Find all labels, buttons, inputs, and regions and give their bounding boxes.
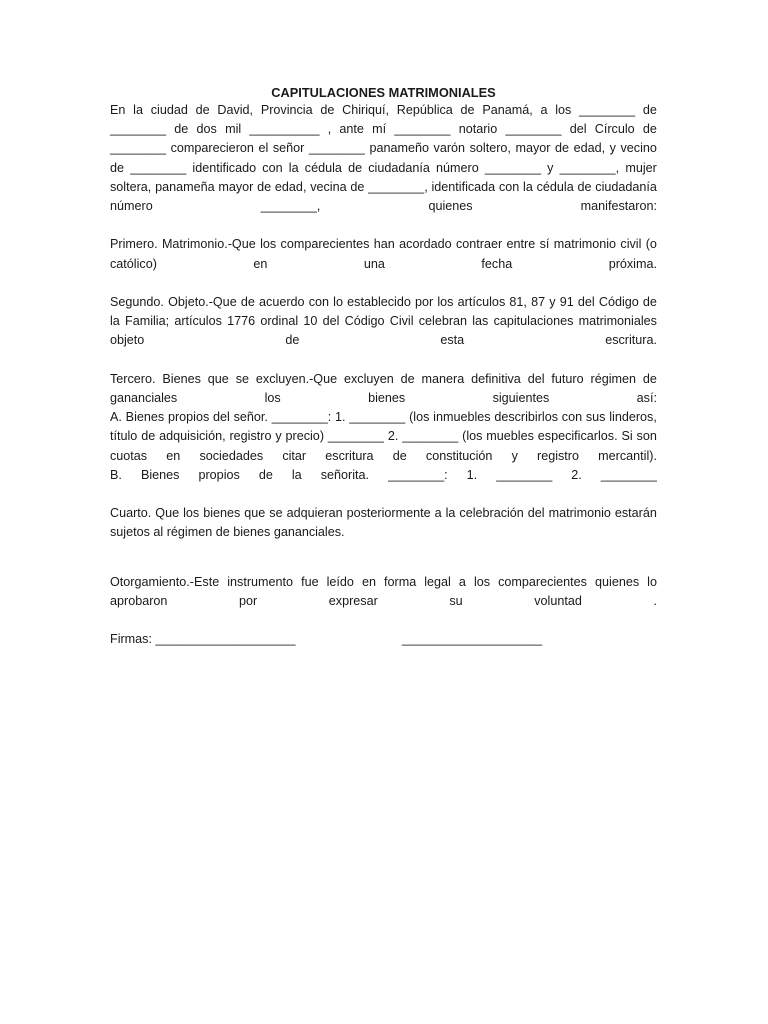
word: la (288, 160, 299, 175)
word: comparecientes (498, 574, 587, 589)
word: En (110, 103, 126, 117)
word: la (445, 506, 456, 521)
word: de (392, 448, 407, 463)
word: de (642, 295, 657, 309)
word: A. (110, 410, 122, 425)
word: ordinal (260, 314, 299, 329)
word: Código (344, 314, 385, 329)
word: ________ (600, 467, 657, 482)
word: (o (645, 237, 657, 252)
word: manera (421, 371, 465, 386)
word: Tercero. (110, 371, 156, 386)
word: 91 (559, 295, 574, 309)
intro-paragraph (110, 101, 657, 216)
word: objeto (110, 333, 145, 348)
word: de (174, 122, 189, 137)
word: de (285, 333, 300, 348)
word: Que (155, 506, 180, 521)
word: inmuebles (433, 410, 491, 425)
text-line (110, 101, 657, 120)
word: aprobaron (110, 593, 168, 608)
word: voluntad (534, 593, 582, 608)
word: artículos (174, 314, 222, 329)
word: de (348, 160, 363, 175)
word: se (235, 371, 250, 386)
word: mercantil). (598, 448, 657, 463)
word: a (458, 574, 466, 589)
word: 81, (509, 295, 527, 309)
signatures-block (110, 630, 657, 650)
word: de (642, 371, 657, 386)
word: celebración (459, 506, 524, 521)
word: así: (636, 391, 657, 405)
word: 1. (466, 467, 478, 482)
word: que (244, 506, 266, 521)
word: acordado (399, 237, 452, 252)
signature-line-2: ____________________ (402, 632, 543, 647)
word: bienes (203, 506, 241, 521)
word: 2. (571, 467, 582, 482)
word: panameña (155, 179, 215, 194)
word: con (498, 179, 520, 194)
word: propios (167, 410, 210, 425)
signature-left (110, 630, 296, 649)
word: panameño (369, 141, 429, 156)
text-line (110, 120, 657, 139)
word: matrimoniales (578, 314, 657, 329)
clause-otorgamiento (110, 573, 657, 611)
word: de (555, 141, 570, 156)
word: 2. (387, 429, 399, 444)
paragraph-spacer (110, 543, 657, 573)
word: del (322, 314, 340, 329)
word: celebran (418, 314, 468, 329)
text-line (110, 331, 657, 350)
word: a (540, 103, 548, 117)
word: expresar (328, 593, 378, 608)
word: Bienes (140, 467, 180, 482)
word: comparecieron (170, 141, 254, 156)
text-line (110, 573, 657, 592)
word: los (264, 391, 281, 405)
word: legal (424, 574, 451, 589)
word: posteriormente (346, 506, 431, 521)
clause-primero (110, 235, 657, 273)
text-line (110, 235, 657, 254)
clause-cuarto-last-line: sujetos al régimen de bienes gananciales. (110, 525, 345, 540)
word: en (166, 448, 181, 463)
word: en (361, 574, 376, 589)
word: __________ (249, 122, 320, 137)
word: Código (598, 295, 639, 309)
word: identificado (192, 160, 257, 175)
word: los (260, 237, 277, 252)
word: los (437, 295, 454, 309)
word: soltera, (110, 179, 152, 194)
word: de (577, 179, 592, 194)
word: de (141, 429, 156, 444)
word: gananciales (110, 391, 178, 405)
word: y (511, 448, 518, 463)
word: definitiva (471, 371, 521, 386)
word: 87 (531, 295, 546, 309)
text-line (110, 370, 657, 389)
word: Primero. (110, 237, 158, 252)
word: cédula (304, 160, 342, 175)
word: adquieran (286, 506, 343, 521)
word: de (257, 179, 272, 194)
word: título (110, 429, 138, 444)
signature-line-1: ____________________ (155, 632, 296, 647)
word: matrimonio (553, 237, 617, 252)
word: cédula (536, 179, 574, 194)
word: los (473, 574, 491, 589)
word: que (207, 371, 229, 386)
word: excluyen.-Que (255, 371, 338, 386)
word: ________ (484, 160, 541, 175)
word: vecino (620, 141, 657, 156)
word: fecha (481, 256, 513, 271)
clause-tercero (110, 370, 657, 485)
paragraph-spacer (110, 485, 657, 504)
word: sus (585, 410, 606, 425)
word: artículos (457, 295, 506, 309)
word: capitulaciones (493, 314, 574, 329)
clause-segundo (110, 293, 657, 351)
word: la (291, 467, 302, 482)
word: ________ (402, 429, 459, 444)
word: las (472, 314, 489, 329)
word: describirlos (494, 410, 559, 425)
word: son (636, 429, 657, 444)
word: con (262, 160, 283, 175)
word: mujer (625, 160, 657, 175)
word: edad, (573, 141, 606, 156)
word: comparecientes (280, 237, 370, 252)
word: el (258, 141, 269, 156)
word: ________, (260, 199, 321, 214)
word: su (449, 593, 463, 608)
word: del (527, 371, 545, 386)
word: sí (539, 237, 550, 252)
word: entre (506, 237, 536, 252)
text-line (110, 427, 657, 446)
text-line (110, 139, 657, 158)
word: vecina (310, 179, 347, 194)
word: soltero, (469, 141, 511, 156)
text-line (110, 466, 657, 485)
word: del (569, 122, 587, 137)
word: precio) (285, 429, 325, 444)
word: de (258, 467, 273, 482)
word: ________ (110, 141, 167, 156)
word: notario (458, 122, 498, 137)
word: constitución (425, 448, 493, 463)
word: propios (198, 467, 240, 482)
text-line (110, 447, 657, 466)
word: han (373, 237, 395, 252)
word: . (653, 593, 657, 608)
word: ________ (496, 467, 553, 482)
word: ________ (349, 410, 406, 425)
word: por (239, 593, 258, 608)
paragraph-spacer (110, 351, 657, 370)
text-line (110, 504, 657, 523)
word: Cuarto. (110, 506, 152, 521)
word: sociedades (199, 448, 264, 463)
word: a (434, 506, 442, 521)
document-page (110, 84, 657, 650)
word: manifestaron: (580, 199, 657, 214)
document-title: CAPITULACIONES MATRIMONIALES (271, 85, 496, 100)
word: de (350, 179, 365, 194)
word: se (269, 506, 283, 521)
word: escritura. (605, 333, 657, 348)
word: acuerdo (259, 295, 305, 309)
word: fue (301, 574, 319, 589)
word: con (308, 295, 330, 309)
word: por (415, 295, 434, 309)
word: civil (620, 237, 642, 252)
word: y (609, 141, 616, 156)
word: los (555, 103, 572, 117)
word: ante (339, 122, 364, 137)
word: número (436, 160, 479, 175)
word: con (561, 410, 583, 425)
word: dos (196, 122, 217, 137)
word: Civil (389, 314, 414, 329)
word: señorita. (320, 467, 370, 482)
word: lo (333, 295, 343, 309)
word: lo (647, 574, 657, 589)
word: la (133, 103, 143, 117)
word: Otorgamiento.-Este (110, 574, 220, 589)
word: siguientes (492, 391, 550, 405)
word: la (110, 314, 120, 329)
word: del (527, 506, 545, 521)
word: registro (537, 448, 580, 463)
word: escritura (325, 448, 374, 463)
word: (los (462, 429, 483, 444)
text-line (110, 312, 657, 331)
word: ________ (308, 141, 365, 156)
word: ________, (559, 160, 620, 175)
word: de (642, 103, 657, 117)
word: próxima. (608, 256, 657, 271)
word: forma (384, 574, 417, 589)
word: de (320, 103, 335, 117)
word: Círculo (594, 122, 635, 137)
word: quienes (428, 199, 473, 214)
word: ________ (327, 429, 384, 444)
text-line (110, 255, 657, 274)
word: ________ (130, 160, 187, 175)
word: del (577, 295, 595, 309)
word: David, (217, 103, 254, 117)
word: mayor (218, 179, 254, 194)
text-line (110, 159, 657, 178)
word: ________ (505, 122, 562, 137)
word: ________: (388, 467, 448, 482)
word: ciudadanía (368, 160, 430, 175)
word: futuro (551, 371, 584, 386)
clause-cuarto-body (110, 504, 657, 523)
word: la (523, 179, 533, 194)
word: Si (621, 429, 633, 444)
word: Familia; (125, 314, 170, 329)
word: ________ (110, 122, 167, 137)
word: de (110, 160, 125, 175)
word: Bienes (162, 371, 201, 386)
word: varón (433, 141, 466, 156)
text-line (110, 389, 657, 408)
text-line (110, 197, 657, 216)
word: muebles (486, 429, 534, 444)
word: leído (326, 574, 354, 589)
word: ________ (394, 122, 451, 137)
word: una (363, 256, 385, 271)
word: de (195, 103, 210, 117)
word: de (400, 371, 415, 386)
word: esta (440, 333, 465, 348)
word: ________, (368, 179, 428, 194)
text-line (110, 178, 657, 197)
text-line (110, 408, 657, 427)
word: 1776 (227, 314, 256, 329)
word: ciudad (150, 103, 188, 117)
word: del (213, 410, 230, 425)
word: contraer (456, 237, 503, 252)
word: B. (110, 467, 122, 482)
paragraph-spacer (110, 611, 657, 630)
paragraph-spacer (110, 274, 657, 293)
word: señor. (233, 410, 268, 425)
word: ________ (579, 103, 636, 117)
word: registro (229, 429, 272, 444)
word: régimen (590, 371, 637, 386)
word: católico) (110, 256, 157, 271)
firmas-label: Firmas: (110, 632, 152, 647)
word: Bienes (125, 410, 165, 425)
word: 1. (335, 410, 346, 425)
word: número (110, 199, 153, 214)
word: establecido (347, 295, 411, 309)
word: Chiriquí, (342, 103, 390, 117)
word: (los (409, 410, 430, 425)
word: ciudadanía (595, 179, 657, 194)
word: 10 (303, 314, 318, 329)
word: excluyen (344, 371, 394, 386)
word: República (396, 103, 453, 117)
word: quienes (595, 574, 640, 589)
word: y (547, 160, 554, 175)
word: Provincia (260, 103, 313, 117)
word: Matrimonio.-Que (161, 237, 256, 252)
word: edad, (274, 179, 307, 194)
word: ________: (271, 410, 332, 425)
word: Panamá, (482, 103, 533, 117)
word: instrumento (227, 574, 294, 589)
word: identificada (431, 179, 496, 194)
word: en (253, 256, 268, 271)
word: bienes (368, 391, 406, 405)
paragraph-spacer (110, 216, 657, 235)
word: adquisición, (159, 429, 226, 444)
word: estarán (614, 506, 657, 521)
word: especificarlos. (537, 429, 618, 444)
word: mayor (515, 141, 551, 156)
word: los (183, 506, 200, 521)
word: mil (225, 122, 242, 137)
word: linderos, (609, 410, 657, 425)
word: cuotas (110, 448, 148, 463)
clause-cuarto (110, 504, 657, 542)
word: de (460, 103, 475, 117)
word: citar (282, 448, 307, 463)
word: de (240, 295, 255, 309)
text-line (110, 592, 657, 611)
word: , (327, 122, 332, 137)
text-line (110, 293, 657, 312)
word: señor (272, 141, 305, 156)
word: y (549, 295, 556, 309)
word: matrimonio (548, 506, 611, 521)
word: Objeto.-Que (168, 295, 237, 309)
word: Segundo. (110, 295, 164, 309)
word: mí (372, 122, 387, 137)
word: de (642, 122, 657, 137)
word: y (275, 429, 282, 444)
